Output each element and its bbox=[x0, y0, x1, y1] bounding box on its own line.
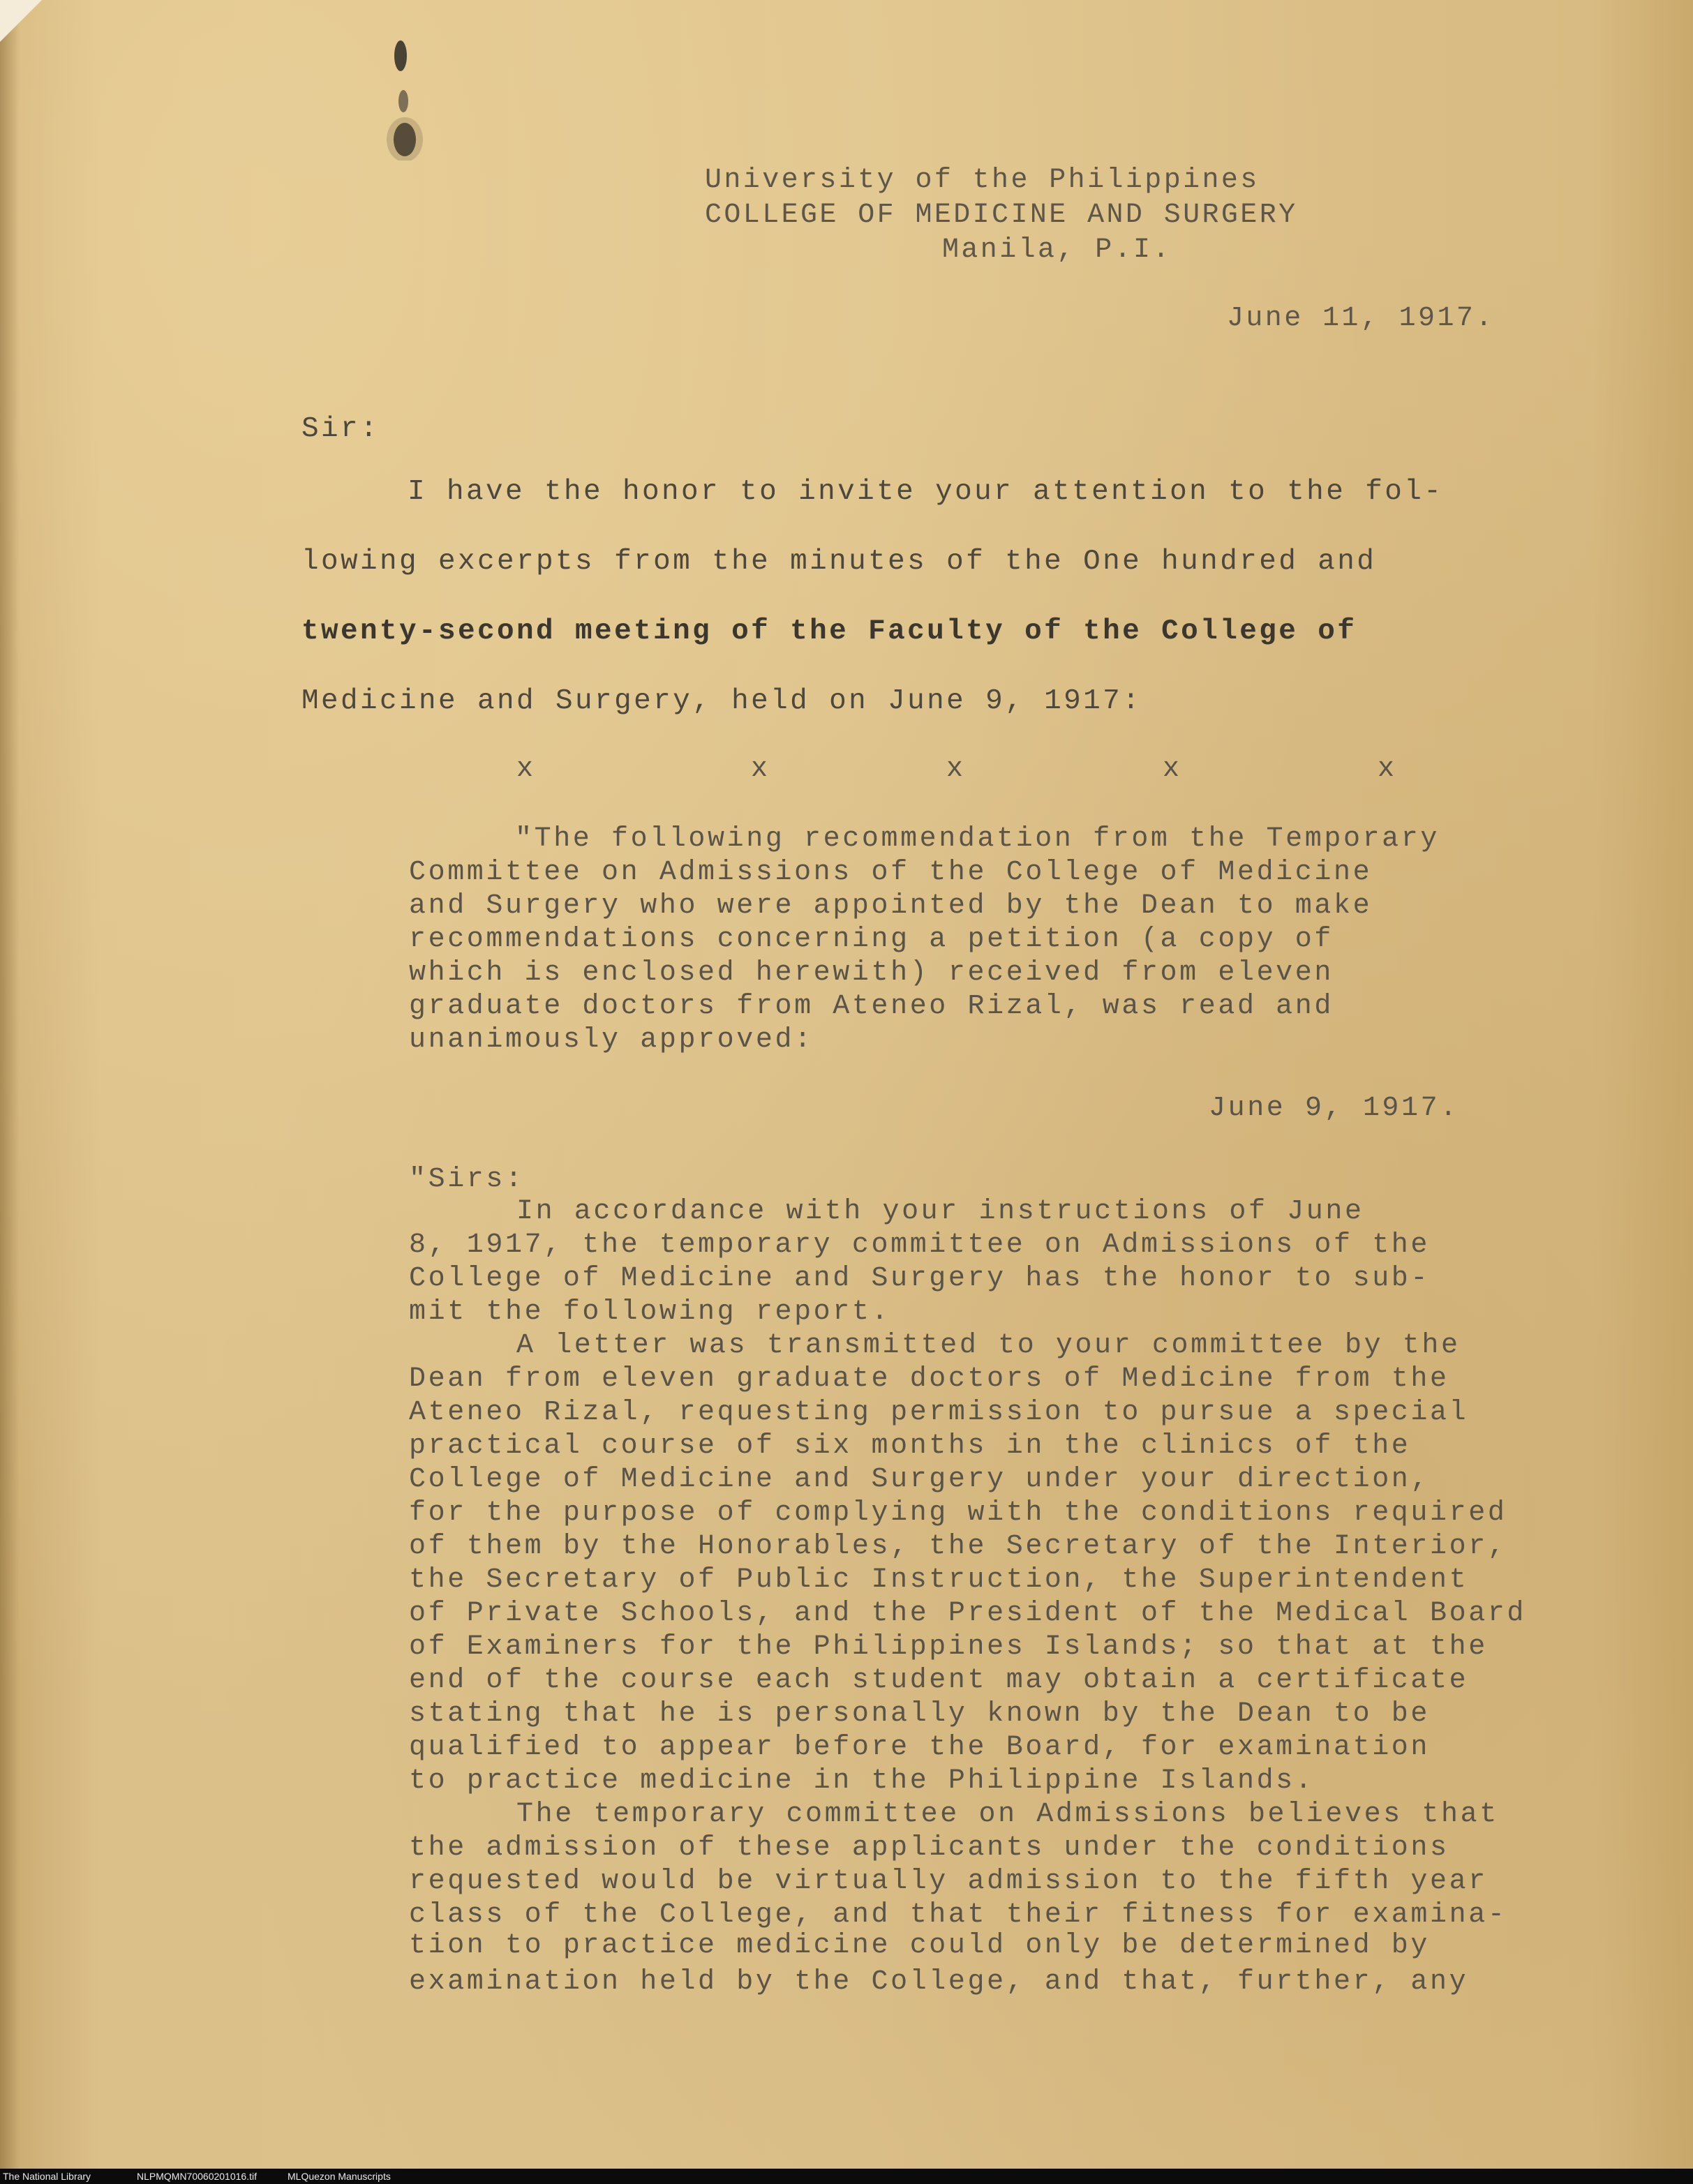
letterhead-university: University of the Philippines bbox=[705, 165, 1260, 196]
report-line: requested would be virtually admission to the fifth year bbox=[409, 1866, 1488, 1897]
report-line: for the purpose of complying with the conditions required bbox=[409, 1497, 1507, 1529]
quote-intro-line-5: which is enclosed herewith) received from eleven bbox=[409, 957, 1334, 989]
intro-line-1: I have the honor to invite your attention to the fol- bbox=[408, 476, 1444, 508]
report-line: practical course of six months in the clinics of the bbox=[409, 1430, 1411, 1462]
letterhead-college: COLLEGE OF MEDICINE AND SURGERY bbox=[705, 200, 1298, 231]
report-line: tion to practice medicine could only be determined by bbox=[409, 1930, 1431, 1961]
separator-mark: x bbox=[1163, 754, 1180, 785]
salutation: Sir: bbox=[301, 413, 380, 445]
separator-mark: x bbox=[751, 754, 768, 785]
footer-collection: MLQuezon Manuscripts bbox=[288, 2171, 391, 2182]
footer-archive: The National Library bbox=[3, 2171, 91, 2182]
report-line: In accordance with your instructions of June bbox=[516, 1196, 1364, 1227]
report-line: Ateneo Rizal, requesting permission to pursue a special bbox=[409, 1397, 1469, 1428]
intro-line-2: lowing excerpts from the minutes of the One hundred and bbox=[301, 546, 1377, 578]
report-line: A letter was transmitted to your committee by the bbox=[516, 1330, 1461, 1361]
report-salutation: "Sirs: bbox=[409, 1164, 525, 1195]
report-line: Dean from eleven graduate doctors of Medicine from the bbox=[409, 1363, 1449, 1395]
report-line: The temporary committee on Admissions believes that bbox=[516, 1799, 1499, 1830]
separator-mark: x bbox=[1378, 754, 1395, 785]
report-line: mit the following report. bbox=[409, 1296, 891, 1328]
quote-intro-line-4: recommendations concerning a petition (a copy of bbox=[409, 924, 1334, 955]
intro-line-3: twenty-second meeting of the Faculty of the College of bbox=[301, 615, 1357, 648]
quote-intro-line-3: and Surgery who were appointed by the Dean to make bbox=[409, 890, 1373, 922]
report-line: class of the College, and that their fitness for examina- bbox=[409, 1899, 1507, 1931]
report-line: end of the course each student may obtain a certificate bbox=[409, 1665, 1469, 1696]
separator-mark: x bbox=[946, 754, 964, 785]
report-line: to practice medicine in the Philippine Islands. bbox=[409, 1765, 1315, 1797]
report-line: stating that he is personally known by the Dean to be bbox=[409, 1698, 1431, 1730]
archive-footer-bar bbox=[0, 2169, 1693, 2184]
report-date: June 9, 1917. bbox=[1209, 1093, 1459, 1124]
letterhead-city: Manila, P.I. bbox=[942, 234, 1172, 266]
quote-intro-line-1: "The following recommendation from the Temporary bbox=[515, 823, 1440, 855]
report-line: examination held by the College, and that, further, any bbox=[409, 1966, 1469, 1998]
ink-blot-stain bbox=[377, 35, 426, 160]
intro-line-4: Medicine and Surgery, held on June 9, 1917: bbox=[301, 685, 1142, 717]
letter-date: June 11, 1917. bbox=[1227, 303, 1495, 334]
footer-filename: NLPMQMN70060201016.tif bbox=[137, 2171, 257, 2182]
report-line: the Secretary of Public Instruction, the Superintendent bbox=[409, 1564, 1469, 1596]
report-line: College of Medicine and Surgery has the honor to sub- bbox=[409, 1263, 1431, 1294]
page-edge-shadow bbox=[0, 0, 20, 2169]
report-line: of them by the Honorables, the Secretary of the Interior, bbox=[409, 1531, 1507, 1562]
quote-intro-line-7: unanimously approved: bbox=[409, 1024, 814, 1056]
report-line: the admission of these applicants under the conditions bbox=[409, 1832, 1449, 1864]
quote-intro-line-2: Committee on Admissions of the College of Medicine bbox=[409, 857, 1373, 888]
report-line: of Private Schools, and the President of the Medical Board bbox=[409, 1598, 1527, 1629]
report-line: 8, 1917, the temporary committee on Admissions of the bbox=[409, 1229, 1431, 1261]
report-line: qualified to appear before the Board, for examination bbox=[409, 1732, 1431, 1763]
report-line: of Examiners for the Philippines Islands; so that at the bbox=[409, 1631, 1488, 1663]
quote-intro-line-6: graduate doctors from Ateneo Rizal, was read and bbox=[409, 991, 1334, 1022]
folded-corner bbox=[0, 0, 42, 42]
report-line: College of Medicine and Surgery under your direction, bbox=[409, 1464, 1431, 1495]
separator-mark: x bbox=[516, 754, 534, 785]
